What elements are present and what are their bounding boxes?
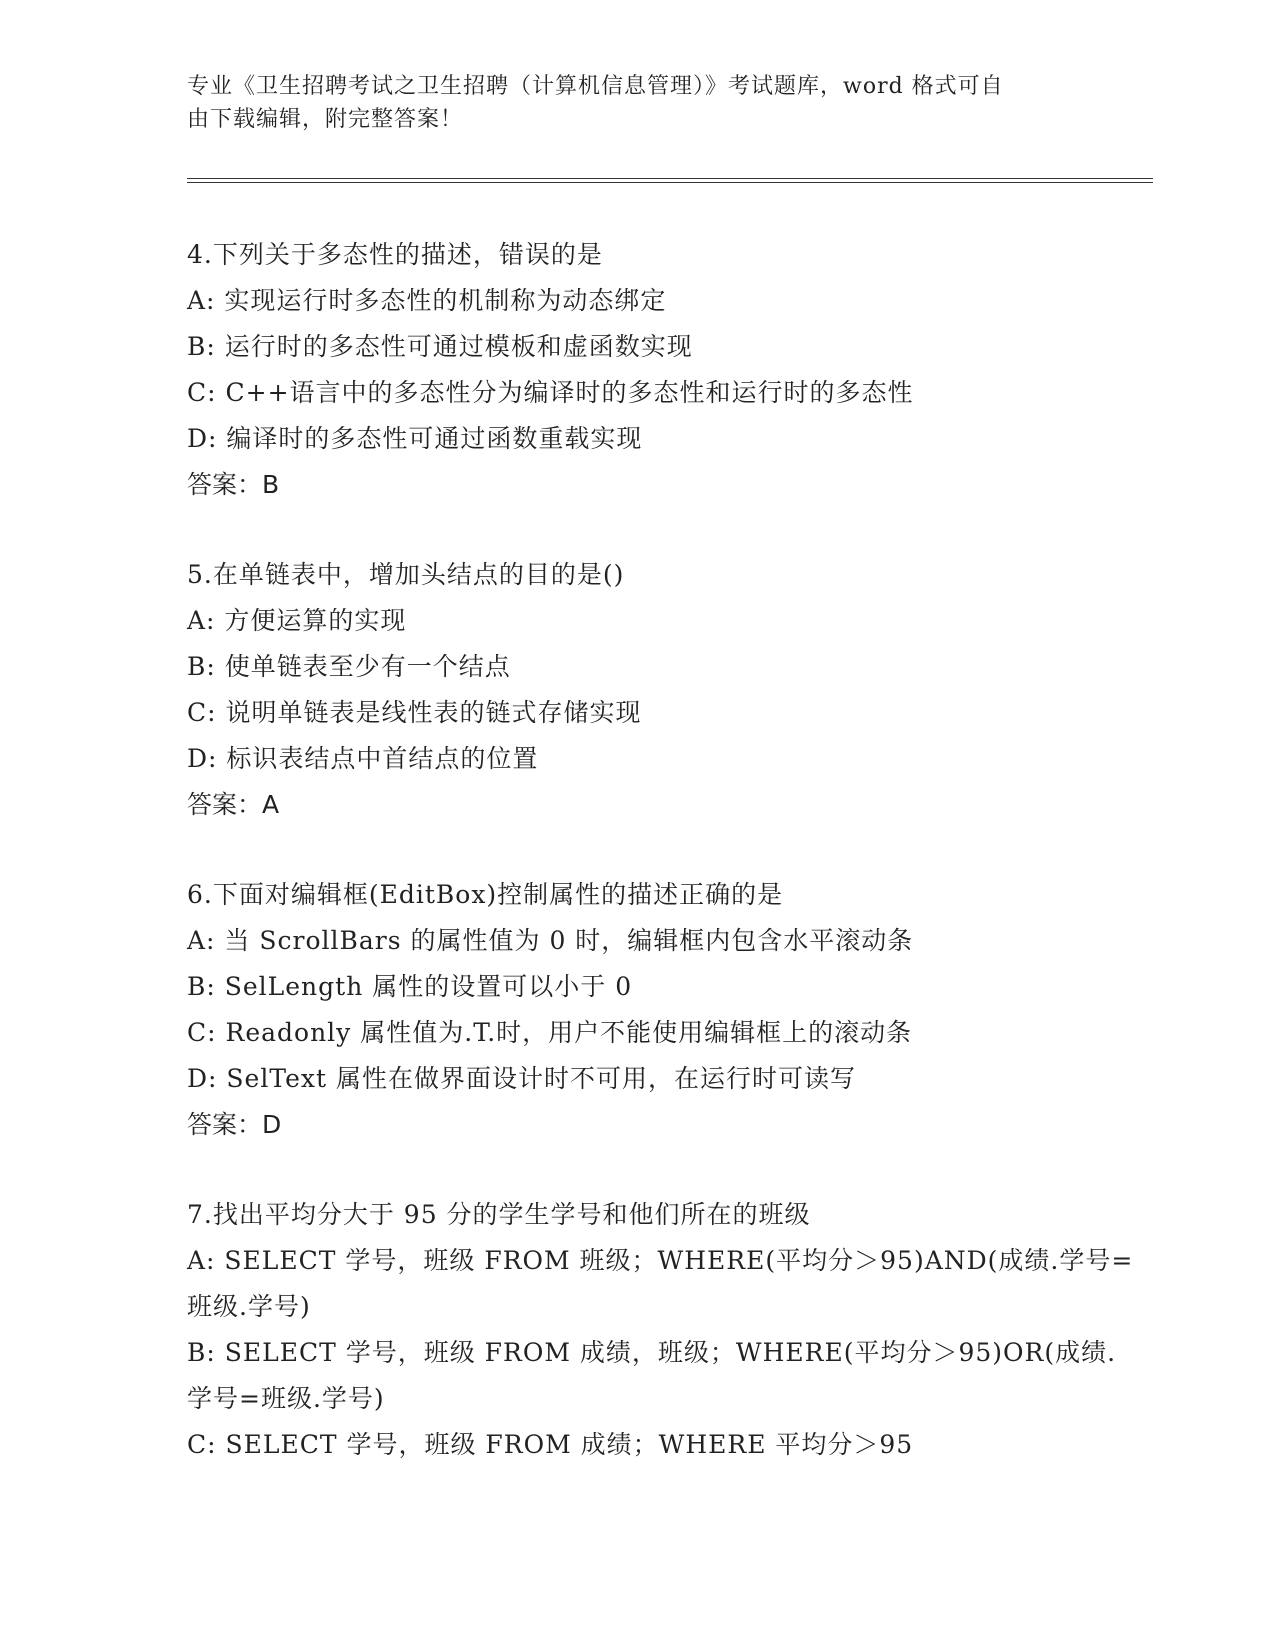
option-b: B: SelLength 属性的设置可以小于 0 [187,972,633,1001]
document-header [187,70,1067,136]
question-stem: 7.找出平均分大于 95 分的学生学号和他们所在的班级 [187,1200,811,1229]
question-6 [187,872,1087,1148]
option-c: C: C++语言中的多态性分为编译时的多态性和运行时的多态性 [187,378,914,407]
option-a: A: 实现运行时多态性的机制称为动态绑定 [187,286,667,315]
option-d: D: 编译时的多态性可通过函数重载实现 [187,424,643,453]
option-c: C: Readonly 属性值为.T.时，用户不能使用编辑框上的滚动条 [187,1018,913,1047]
header-divider-top [187,178,1153,179]
question-5 [187,552,1087,828]
question-4 [187,232,1087,508]
option-b-continued: 学号=班级.学号) [187,1384,385,1413]
question-stem: 4.下列关于多态性的描述，错误的是 [187,240,603,269]
option-d: D: 标识表结点中首结点的位置 [187,744,539,773]
option-d: D: SelText 属性在做界面设计时不可用，在运行时可读写 [187,1064,856,1093]
answer-label: 答案：A [187,790,280,819]
header-line-1: 专业《卫生招聘考试之卫生招聘（计算机信息管理）》考试题库，word 格式可自 [187,74,1004,99]
question-stem: 5.在单链表中，增加头结点的目的是() [187,560,625,589]
question-stem: 6.下面对编辑框(EditBox)控制属性的描述正确的是 [187,880,784,909]
question-7 [187,1192,1134,1468]
option-a: A: 方便运算的实现 [187,606,407,635]
option-b: B: 使单链表至少有一个结点 [187,652,511,681]
option-c: C: SELECT 学号，班级 FROM 成绩；WHERE 平均分＞95 [187,1430,914,1459]
option-b: B: 运行时的多态性可通过模板和虚函数实现 [187,332,693,361]
option-b: B: SELECT 学号，班级 FROM 成绩，班级；WHERE(平均分＞95)OR(成绩. [187,1338,1117,1367]
answer-label: 答案：D [187,1110,282,1139]
option-a-continued: 班级.学号) [187,1292,311,1321]
option-a: A: 当 ScrollBars 的属性值为 0 时，编辑框内包含水平滚动条 [187,926,914,955]
option-c: C: 说明单链表是线性表的链式存储实现 [187,698,642,727]
header-divider-bottom [187,182,1153,183]
option-a: A: SELECT 学号，班级 FROM 班级；WHERE(平均分＞95)AND(成绩.学号= [187,1246,1134,1275]
header-line-2: 由下载编辑，附完整答案！ [187,107,464,132]
answer-label: 答案：B [187,470,280,499]
